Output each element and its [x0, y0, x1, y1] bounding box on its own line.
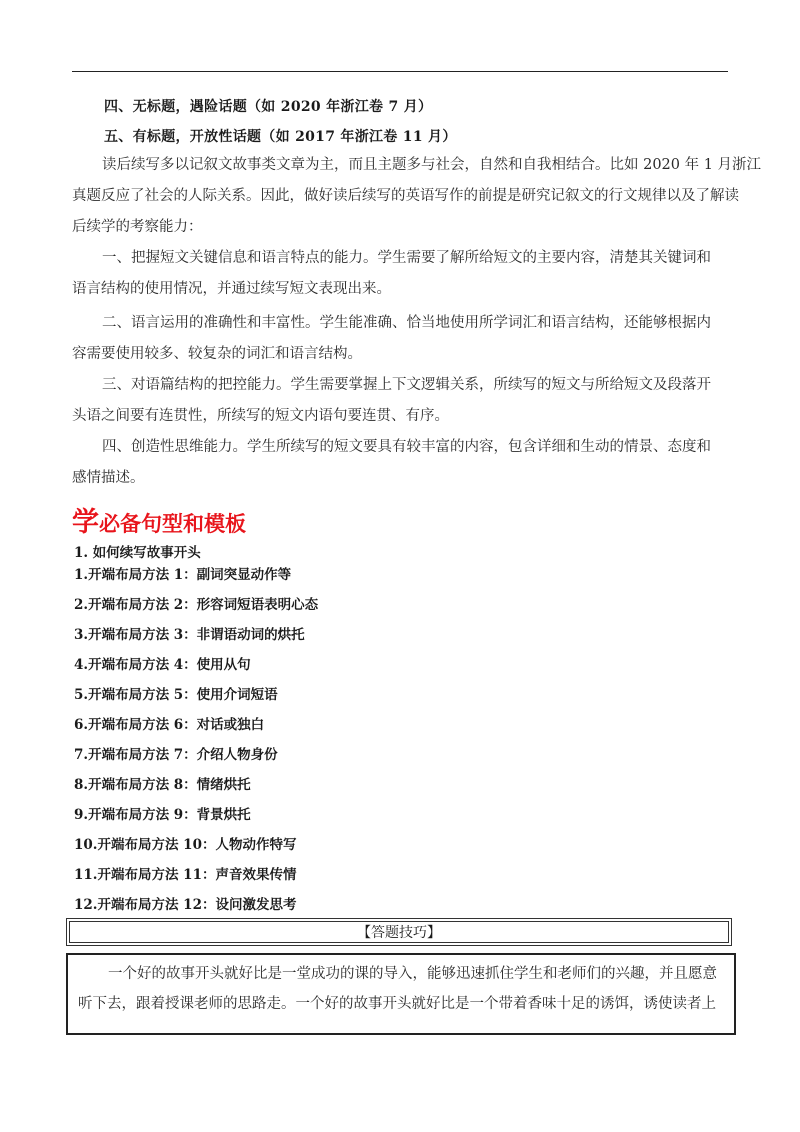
ability-line: 三、对语篇结构的把控能力。学生需要掌握上下文逻辑关系，所续写的短文与所给短文及段落开	[102, 377, 711, 393]
intro-paragraph	[72, 150, 762, 243]
list-item: 6.开端布局方法 6：对话或独白	[74, 717, 265, 733]
list-heading: 1. 如何续写故事开头	[74, 545, 201, 561]
heading-four: 四、无标题，遇险话题（如 2020 年浙江卷 7 月）	[104, 99, 433, 115]
ability-line: 二、语言运用的准确性和丰富性。学生能准确、恰当地使用所学词汇和语言结构，还能够根据内	[102, 315, 711, 331]
ability-3	[72, 370, 728, 432]
ability-line: 四、创造性思维能力。学生所续写的短文要具有较丰富的内容，包含详细和生动的情景、态度和	[102, 439, 711, 455]
list-item: 9.开端布局方法 9：背景烘托	[74, 807, 251, 823]
heading-five: 五、有标题，开放性话题（如 2017 年浙江卷 11 月）	[104, 129, 457, 145]
list-item: 10.开端布局方法 10：人物动作特写	[74, 837, 297, 853]
tip-label: 【答题技巧】	[69, 921, 729, 943]
tip-label-box	[66, 918, 732, 946]
ability-line: 一、把握短文关键信息和语言特点的能力。学生需要了解所给短文的主要内容，清楚其关键词和	[102, 250, 711, 266]
tip-line: 一个好的故事开头就好比是一堂成功的课的导入，能够迅速抓住学生和老师们的兴趣，并且愿意	[108, 966, 717, 982]
ability-line: 容需要使用较多、较复杂的词汇和语言结构。	[72, 346, 362, 362]
list-item: 2.开端布局方法 2：形容词短语表明心态	[74, 597, 319, 613]
header-rule	[72, 71, 728, 72]
list-item: 12.开端布局方法 12：设问激发思考	[74, 897, 297, 913]
intro-line: 真题反应了社会的人际关系。因此，做好读后续写的英语写作的前提是研究记叙文的行文规律以及了解读	[72, 188, 739, 204]
list-item: 4.开端布局方法 4：使用从句	[74, 657, 251, 673]
list-item: 7.开端布局方法 7：介绍人物身份	[74, 747, 278, 763]
intro-line: 读后续写多以记叙文故事类文章为主，而且主题多与社会，自然和自我相结合。比如 2020 年 1 月浙江	[102, 157, 762, 173]
ability-line: 头语之间要有连贯性，所续写的短文内语句要连贯、有序。	[72, 408, 449, 424]
ability-2	[72, 308, 728, 370]
ability-4	[72, 432, 728, 494]
list-item: 3.开端布局方法 3：非谓语动词的烘托	[74, 627, 305, 643]
list-item: 5.开端布局方法 5：使用介词短语	[74, 687, 278, 703]
ability-line: 语言结构的使用情况，并通过续写短文表现出来。	[72, 281, 391, 297]
tip-paragraph	[78, 959, 728, 1019]
list-item: 11.开端布局方法 11：声音效果传情	[74, 867, 297, 883]
ability-line: 感情描述。	[72, 470, 145, 486]
section-title-first-char: 学	[72, 507, 99, 538]
section-title	[72, 500, 246, 539]
tip-line: 听下去，跟着授课老师的思路走。一个好的故事开头就好比是一个带着香味十足的诱饵，诱使读者上	[78, 996, 716, 1012]
list-item: 1.开端布局方法 1：副词突显动作等	[74, 567, 292, 583]
intro-line: 后续学的考察能力：	[72, 219, 203, 235]
ability-1	[72, 243, 728, 305]
list-item: 8.开端布局方法 8：情绪烘托	[74, 777, 251, 793]
section-title-rest: 必备句型和模板	[99, 511, 246, 536]
tip-content-box	[66, 953, 736, 1035]
